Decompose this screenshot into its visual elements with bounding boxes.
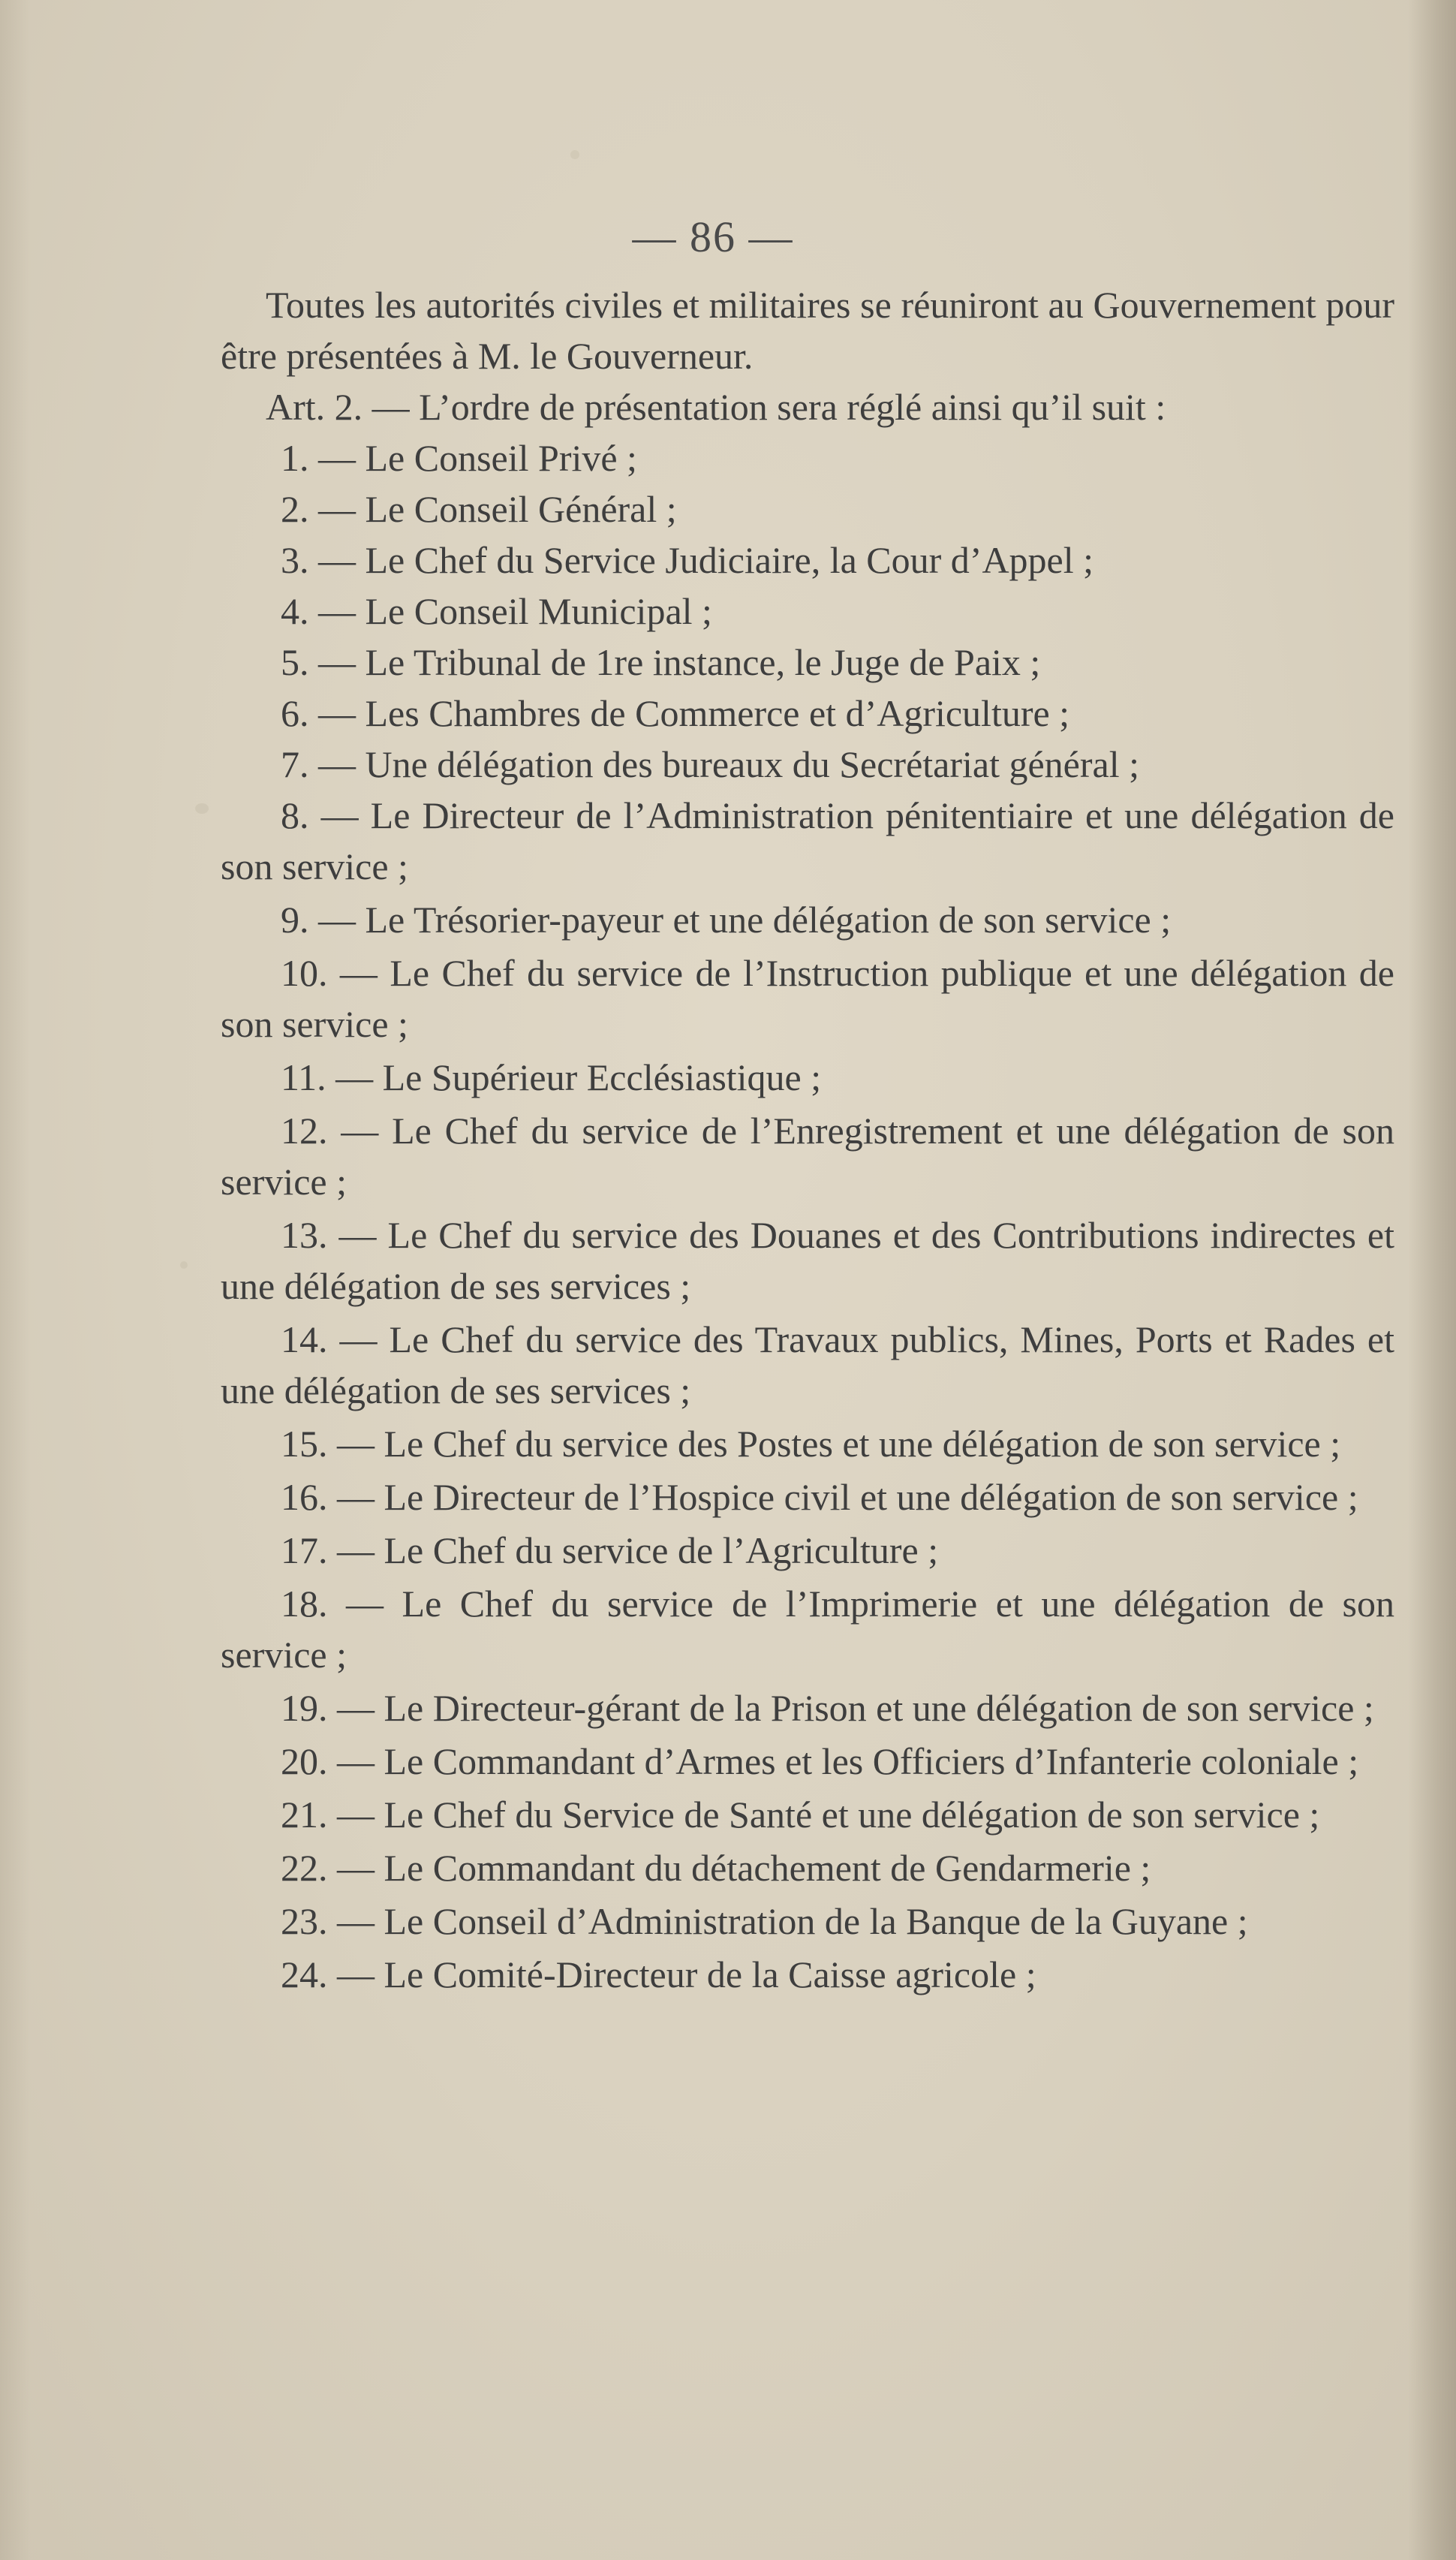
list-item-7: 7. — Une délégation des bureaux du Secrétariat général ; (281, 743, 1139, 785)
page-left-shadow (0, 0, 30, 2560)
list-item-20: 20. — Le Commandant d’Armes et les Officiers d’Infanterie coloniale ; (281, 1740, 1359, 1782)
intro-paragraph: Toutes les autorités civiles et militaires se réuniront au Gouvernement pour être présentées à M. le Gouverneur. (221, 284, 1394, 377)
list-item-15: 15. — Le Chef du service des Postes et une délégation de son service ; (281, 1423, 1341, 1465)
paper-stain (195, 803, 209, 814)
list-item-13: 13. — Le Chef du service des Douanes et des Contributions indirectes et une délégation de ses services ; (221, 1214, 1394, 1307)
list-item-4: 4. — Le Conseil Municipal ; (281, 590, 712, 632)
list-item-16: 16. — Le Directeur de l’Hospice civil et une délégation de son service ; (281, 1476, 1358, 1518)
list-item-6: 6. — Les Chambres de Commerce et d’Agriculture ; (281, 692, 1070, 734)
paper-stain (570, 150, 579, 159)
list-item-22: 22. — Le Commandant du détachement de Gendarmerie ; (281, 1847, 1151, 1889)
list-item-14: 14. — Le Chef du service des Travaux publics, Mines, Ports et Rades et une délégation de ses services ; (221, 1318, 1394, 1411)
list-item-1: 1. — Le Conseil Privé ; (281, 437, 637, 479)
list-item-3: 3. — Le Chef du Service Judiciaire, la Cour d’Appel ; (281, 539, 1094, 581)
list-item-18: 18. — Le Chef du service de l’Imprimerie et une délégation de son service ; (221, 1583, 1394, 1676)
list-item-12: 12. — Le Chef du service de l’Enregistrement et une délégation de son service ; (221, 1110, 1394, 1203)
list-item-24: 24. — Le Comité-Directeur de la Caisse agricole ; (281, 1953, 1036, 1995)
list-item-23: 23. — Le Conseil d’Administration de la Banque de la Guyane ; (281, 1900, 1248, 1942)
list-item-10: 10. — Le Chef du service de l’Instruction publique et une délégation de son service ; (221, 952, 1394, 1045)
list-item-11: 11. — Le Supérieur Ecclésiastique ; (281, 1056, 822, 1098)
list-item-8: 8. — Le Directeur de l’Administration pénitentiaire et une délégation de son service ; (221, 794, 1394, 887)
article-heading: Art. 2. — L’ordre de présentation sera réglé ainsi qu’il suit : (266, 386, 1166, 428)
page-number: — 86 — (632, 212, 794, 261)
list-item-2: 2. — Le Conseil Général ; (281, 488, 677, 530)
page-right-shadow (1408, 0, 1456, 2560)
list-item-9: 9. — Le Trésorier-payeur et une délégation de son service ; (281, 899, 1172, 941)
list-item-19: 19. — Le Directeur-gérant de la Prison et une délégation de son service ; (281, 1687, 1374, 1729)
document-body (221, 279, 1394, 2000)
paper-stain (180, 1261, 188, 1269)
list-item-21: 21. — Le Chef du Service de Santé et une délégation de son service ; (281, 1794, 1320, 1836)
list-item-5: 5. — Le Tribunal de 1re instance, le Juge de Paix ; (281, 641, 1041, 683)
list-item-17: 17. — Le Chef du service de l’Agriculture ; (281, 1529, 939, 1571)
